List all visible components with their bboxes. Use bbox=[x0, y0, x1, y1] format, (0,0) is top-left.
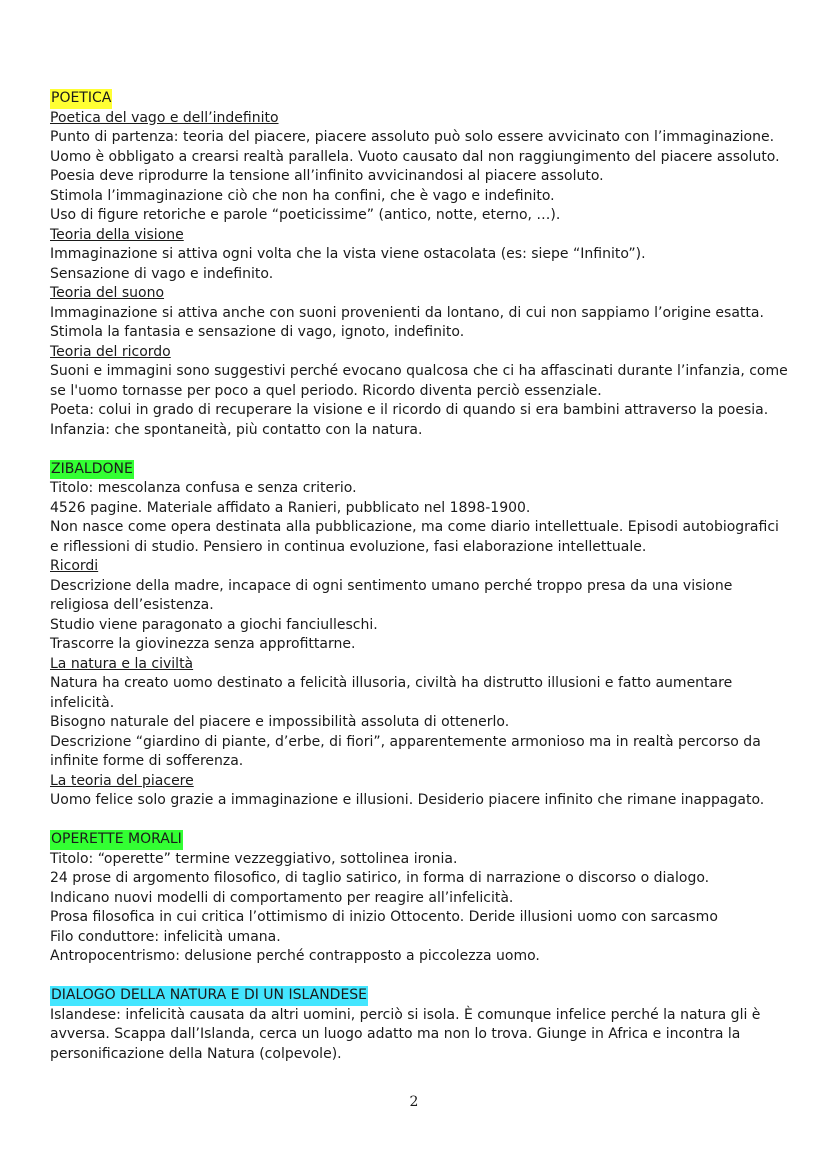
paragraph: Immaginazione si attiva anche con suoni provenienti da lontano, di cui non sappiamo l’origine esatta. bbox=[50, 304, 764, 321]
section-heading: OPERETTE MORALI bbox=[50, 830, 183, 850]
section-poetica bbox=[50, 89, 788, 440]
paragraph: Trascorre la giovinezza senza approfittarne. bbox=[50, 636, 356, 652]
section-operette-morali bbox=[50, 830, 788, 967]
paragraph: Descrizione “giardino di piante, d’erbe, di fiori”, apparentemente armonioso ma in realtà percorso da infinite forme di sofferenza. bbox=[50, 733, 761, 769]
subheading: La teoria del piacere bbox=[50, 772, 194, 789]
section-zibaldone bbox=[50, 460, 788, 811]
paragraph: Uomo è obbligato a crearsi realtà parallela. Vuoto causato dal non raggiungimento del piacere assoluto. Poesia deve riprodurre la tensione all’infinito avvicinandosi al piacere assoluto. bbox=[50, 148, 780, 184]
subheading: Teoria del suono bbox=[50, 285, 165, 301]
paragraph: Filo conduttore: infelicità umana. bbox=[50, 928, 281, 945]
paragraph: Titolo: mescolanza confusa e senza criterio. bbox=[50, 480, 357, 496]
paragraph: Non nasce come opera destinata alla pubblicazione, ma come diario intellettuale. Episodi autobiografici e riflessioni di studio. Pensiero in continua evoluzione, fasi elaborazione intellettuale. bbox=[50, 519, 779, 555]
paragraph: Punto di partenza: teoria del piacere, piacere assoluto può solo essere avvicinato con l’immaginazione. bbox=[50, 129, 775, 145]
paragraph: 24 prose di argomento filosofico, di taglio satirico, in forma di narrazione o discorso o dialogo. bbox=[50, 870, 710, 886]
paragraph: Suoni e immagini sono suggestivi perché evocano qualcosa che ci ha affascinati durante l’infanzia, come se l'uomo tornasse per poco a quel periodo. Ricordo diventa perciò essenziale. bbox=[50, 363, 788, 399]
paragraph: Descrizione della madre, incapace di ogni sentimento umano perché troppo presa da una visione religiosa dell’esistenza. bbox=[50, 577, 733, 613]
subheading: Poetica del vago e dell’indefinito bbox=[50, 109, 279, 126]
paragraph: Stimola l’immaginazione ciò che non ha confini, che è vago e indefinito. bbox=[50, 187, 555, 204]
paragraph: Uomo felice solo grazie a immaginazione e illusioni. Desiderio piacere infinito che rimane inappagato. bbox=[50, 792, 765, 808]
document-content bbox=[50, 89, 788, 1064]
paragraph: Islandese: infelicità causata da altri uomini, perciò si isola. È comunque infelice perché la natura gli è avversa. Scappa dall’Islanda, cerca un luogo adatto ma non lo trova. Giunge in Africa e incontra la personificazione della Natura (colpevole). bbox=[50, 1006, 761, 1062]
paragraph: Bisogno naturale del piacere e impossibilità assoluta di ottenerlo. bbox=[50, 714, 510, 730]
section-heading: DIALOGO DELLA NATURA E DI UN ISLANDESE bbox=[50, 986, 368, 1006]
paragraph: 4526 pagine. Materiale affidato a Ranieri, pubblicato nel 1898-1900. bbox=[50, 499, 531, 516]
subheading: Ricordi bbox=[50, 558, 99, 574]
paragraph: Natura ha creato uomo destinato a felicità illusoria, civiltà ha distrutto illusioni e fatto aumentare infelicità. bbox=[50, 675, 733, 711]
section-dialogo-della-natura-e-di-un-islandese bbox=[50, 986, 788, 1064]
section-heading: POETICA bbox=[50, 89, 112, 109]
paragraph: Studio viene paragonato a giochi fanciulleschi. bbox=[50, 616, 378, 633]
paragraph: Titolo: “operette” termine vezzeggiativo, sottolinea ironia. bbox=[50, 850, 458, 867]
paragraph: Stimola la fantasia e sensazione di vago, ignoto, indefinito. bbox=[50, 324, 465, 340]
paragraph: Infanzia: che spontaneità, più contatto con la natura. bbox=[50, 421, 423, 438]
subheading: Teoria della visione bbox=[50, 226, 184, 243]
paragraph: Uso di figure retoriche e parole “poeticissime” (antico, notte, eterno, …). bbox=[50, 207, 561, 223]
paragraph: Poeta: colui in grado di recuperare la visione e il ricordo di quando si era bambini attraverso la poesia. bbox=[50, 402, 769, 418]
page-number: 2 bbox=[409, 1094, 419, 1110]
subheading: Teoria del ricordo bbox=[50, 343, 171, 360]
paragraph: Indicano nuovi modelli di comportamento per reagire all’infelicità. bbox=[50, 889, 514, 906]
paragraph: Sensazione di vago e indefinito. bbox=[50, 265, 274, 282]
subheading: La natura e la civiltà bbox=[50, 655, 194, 672]
paragraph: Antropocentrismo: delusione perché contrapposto a piccolezza uomo. bbox=[50, 948, 540, 964]
paragraph: Immaginazione si attiva ogni volta che la vista viene ostacolata (es: siepe “Infinito”). bbox=[50, 246, 646, 262]
paragraph: Prosa filosofica in cui critica l’ottimismo di inizio Ottocento. Deride illusioni uomo con sarcasmo bbox=[50, 909, 718, 925]
section-heading: ZIBALDONE bbox=[50, 460, 134, 480]
